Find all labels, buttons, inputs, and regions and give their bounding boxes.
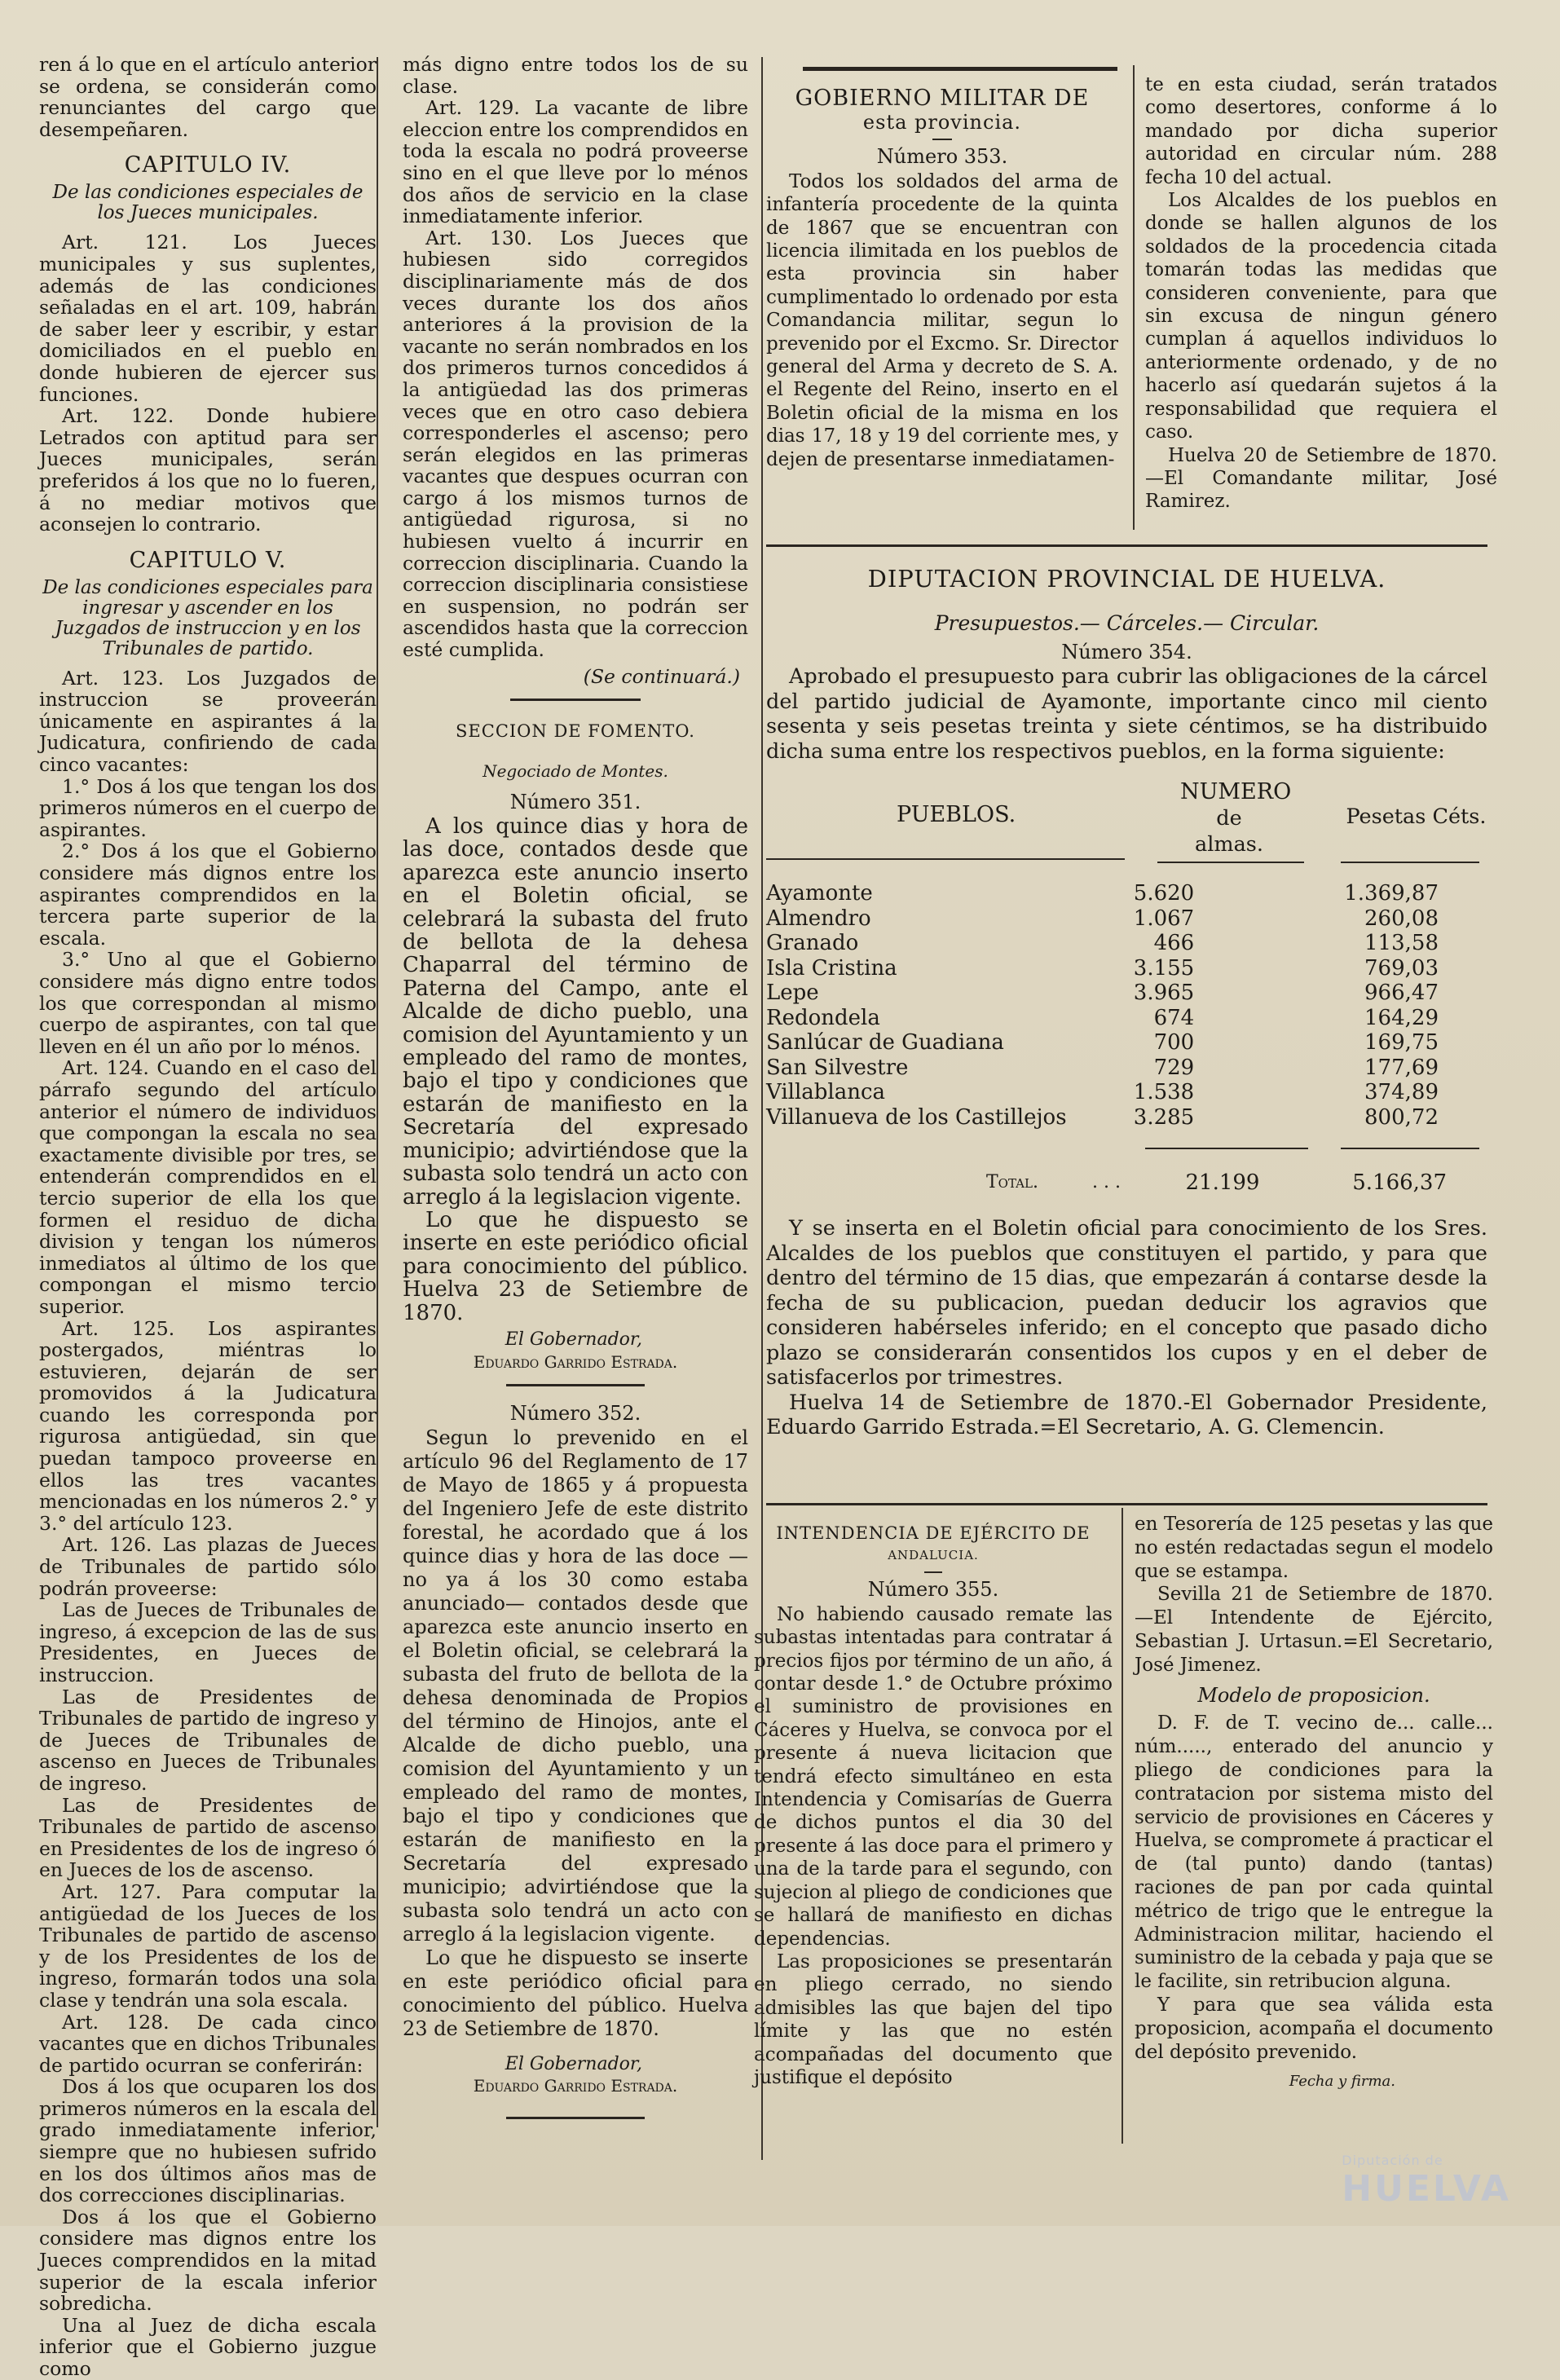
section-rule [766,1503,1487,1505]
cell-pueblo: Ayamonte [766,881,873,906]
notice-body: en Tesorería de 125 pesetas y las que no estén redactadas segun el modelo que se estampa. [1135,1514,1493,1582]
cell-pesetas: 769,03 [1364,955,1439,981]
notice-body: D. F. de T. vecino de... calle... núm....., enterado del anuncio y pliego de condiciones para la contratacion por sistema misto del servicio de provisiones en Cáceres y Huelva, se compromete á practicar el de (tal punto) dando (tantas) raciones de pan por cada quintal métrico de trigo que le entregue la Administracion militar, haciendo el suministro de la cebada y paja que se le facilite, sin retribucion alguna. [1135,1712,1493,1993]
cell-almas: 1.067 [1133,906,1195,931]
section-heading: SECCION DE FOMENTO. [456,721,695,742]
section-subheading: Presupuestos.— Cárceles.— Circular. [934,611,1320,635]
date-signature-line: Fecha y firma. [1289,2073,1395,2091]
table-row [766,906,1487,932]
article: Art. 123. Los Juzgados de instruccion se proveerán únicamente en aspirantes á la Judicatura, confiriendo de cada cinco vacantes: [39,666,377,777]
chapter-subtitle: De las condiciones especiales para ingresar y ascender en los Juzgados de instruccion y en los Tribunales de partido. [42,576,373,659]
section-rule [803,67,1117,71]
signature-title: El Gobernador, [505,2053,642,2074]
section-subheading: ANDALUCIA. [888,1548,979,1562]
total-almas: 21.199 [1185,1170,1260,1195]
archive-watermark [1342,2153,1511,2210]
section-rule [766,544,1487,547]
intendencia-section [754,1523,1113,2089]
cell-pesetas: 164,29 [1364,1005,1439,1030]
cell-pueblo: Villablanca [766,1080,886,1104]
table-row [766,1105,1487,1130]
cell-almas: 674 [1153,1005,1195,1030]
table-row [766,1056,1487,1081]
article-item: 2.° Dos á los que el Gobierno considere más dignos entre los aspirantes comprendidos en la tercera parte superior de la escala. [39,840,377,950]
notice-body: Las proposiciones se presentarán en pliego cerrado, no siendo admisibles las que bajen del tipo límite y las que no estén acompañadas del documento que justifique el depósito [754,1950,1113,2088]
notice-body: A los quince dias y hora de las doce, contados desde que aparezca este anuncio inserto en el Boletin oficial, se celebrará la subasta del fruto de bellota de la dehesa Chaparral del término de Paterna del Campo, ante el Alcalde de dicho pueblo, una comision del Ayuntamiento y un empleado del ramo de montes, bajo el tipo y condiciones que estarán de manifiesto en la Secretaría del expresado municipio; advirtiéndose que la subasta solo tendrá un acto con arreglo á la legislacion vigente. [403,814,748,1210]
intendencia-continued [1135,1513,1493,2094]
watermark-small-text: Diputación de [1342,2153,1443,2168]
diputacion-section [766,564,1487,1440]
divider [932,139,952,140]
cell-pueblo: San Silvestre [766,1055,909,1080]
notice-signature: Huelva 14 de Setiembre de 1870.-El Gobernador Presidente, Eduardo Garrido Estrada.=El Secretario, A. G. Clemencin. [766,1390,1487,1439]
article-item: 3.° Uno al que el Gobierno considere más digno entre todos los que correspondan al mismo cuerpo de aspirantes, con tal que lleven en él un año por lo ménos. [39,948,377,1058]
column-header-pesetas: Pesetas Céts. [1346,804,1487,829]
header-rule [1157,862,1304,863]
pueblos-table [766,881,1487,1130]
cell-pesetas: 800,72 [1364,1104,1439,1130]
signature-title: El Gobernador, [505,1329,642,1350]
paragraph: más digno entre todos los de su clase. [403,53,748,98]
notice-signature: Huelva 20 de Setiembre de 1870.—El Comandante militar, José Ramirez. [1145,444,1497,513]
total-block [766,1138,1487,1203]
article: Art. 125. Los aspirantes postergados, miéntras lo estuvieren, dejarán de ser promovidos á la Judicatura cuando les corresponda por rigurosa antigüedad, sin que puedan tampoco proveerse en ellos las tres vacantes mencionadas en los números 2.° y 3.° del artículo 123. [39,1316,377,1535]
article: Art. 130. Los Jueces que hubiesen sido corregidos disciplinariamente más de dos veces durante los dos años anteriores á la provision de la vacante no serán nombrados en los dos primeros turnos concedidos á la antigüedad las dos primeras veces que en otro caso debiera corresponderles el ascenso; pero serán elegidos en las primeras vacantes que despues ocurran con cargo á los mismos turnos de antigüedad rigurosa, si no hubiesen vuelto á incurrir en correccion disciplinaria. Cuando la correccion disciplinaria consistiese en suspension, no podrán ser ascendidos hasta que la correccion esté cumplida. [403,226,748,662]
notice-body: Lo que he dispuesto se inserte en este periódico oficial para conocimiento del público. Huelva 23 de Setiembre de 1870. [403,1207,748,1325]
section-rule [506,2117,645,2119]
article-item: Dos á los que ocuparen los dos primeros números en la escala del grado inmediatamente inferior, siempre que no hubiesen sufrido en los dos últimos años mas de dos correcciones disciplinarias. [39,2075,377,2207]
table-row [766,881,1487,906]
article-item: Dos á los que el Gobierno considere mas dignos entre los Jueces comprendidos en la mitad superior de la escala inferior sobredicha. [39,2205,377,2316]
notice-number: Número 354. [1061,640,1192,663]
cell-almas: 5.620 [1133,881,1195,906]
section-heading: DIPUTACION PROVINCIAL DE HUELVA. [867,565,1386,593]
column-header-numero: NUMERO [1180,779,1292,804]
table-row [766,981,1487,1006]
notice-number: Número 353. [876,145,1008,169]
section-subheading: esta provincia. [862,111,1022,134]
paragraph: ren á lo que en el artículo anterior se ordena, se considerán como renunciantes del cargo que desempeñaren. [39,53,377,141]
continued-note: (Se continuará.) [583,664,740,688]
signature-name: Eduardo Garrido Estrada. [473,1351,678,1372]
cell-almas: 3.155 [1133,955,1195,981]
cell-almas: 3.965 [1133,981,1195,1005]
article: Art. 121. Los Jueces municipales y sus suplentes, además de las condiciones señaladas en el art. 109, habrán de saber leer y escribir, y estar domiciliados en el pueblo en donde hubieren de ejercer sus funciones. [39,231,377,406]
article-item: Las de Presidentes de Tribunales de partido de ascenso en Presidentes de los de ingreso ó en Jueces de los de ascenso. [39,1793,377,1882]
header-rule [766,858,1125,860]
cell-pueblo: Almendro [766,906,871,931]
column-rule [1133,65,1135,530]
notice-number: Número 351. [509,791,641,814]
notice-body: Segun lo prevenido en el artículo 96 del Reglamento de 17 de Mayo de 1865 y á propuesta del Ingeniero Jefe de este distrito forestal, he acordado que á los quince dias y hora de las doce —no ya á los 30 como estaba anunciado— contados desde que aparezca este anuncio inserto en el Boletin oficial, se celebrará la subasta del fruto de bellota de la dehesa denominada de Propios del término de Hinojos, ante el Alcalde de dicho pueblo, una comision del Ayuntamiento y un empleado del ramo de montes, bajo el tipo y condiciones que estarán de manifiesto en la Secretaría del expresado municipio; advirtiéndose que la subasta solo tendrá un acto con arreglo á la legislacion vigente. [403,1426,748,1946]
watermark-big-text: HUELVA [1342,2168,1511,2210]
notice-body: Lo que he dispuesto se inserte en este periódico oficial para conocimiento del público. Huelva 23 de Setiembre de 1870. [403,1946,748,2040]
column-header-almas: almas. [1195,832,1263,857]
cell-pueblo: Sanlúcar de Guadiana [766,1030,1004,1055]
column-4 [1145,73,1497,513]
dot-leader: . . . [1092,1172,1121,1192]
article: Art. 127. Para computar la antigüedad de los Jueces de los Tribunales de partido de ascenso y de los Presidentes de los de ingreso, formarán todos una sola clase y tendrán una sola escala. [39,1880,377,2012]
model-heading: Modelo de proposicion. [1197,1683,1430,1707]
cell-pesetas: 169,75 [1364,1030,1439,1055]
total-label: Total. [986,1172,1038,1192]
article-item: 1.° Dos á los que tengan los dos primeros números en el cuerpo de aspirantes. [39,774,377,841]
article: Art. 129. La vacante de libre eleccion entre los comprendidos en toda la escala no podrá proveerse sino en el que lleve por lo ménos dos años de servicio en la clase inmediatamente inferior. [403,96,748,228]
column-rule [377,57,378,2127]
column-1 [39,54,377,2380]
notice-body: Y para que sea válida esta proposicion, acompaña el documento del depósito prevenido. [1135,1994,1493,2063]
cell-almas: 700 [1153,1030,1195,1055]
column-rule [1122,1508,1123,2144]
column-header-de: de [1216,806,1242,831]
cell-pueblo: Lepe [766,981,819,1005]
chapter-subtitle: De las condiciones especiales de los Jueces municipales. [52,182,364,224]
cell-pueblo: Villanueva de los Castillejos [766,1104,1067,1130]
section-rule [506,1384,645,1386]
total-rule [1341,1148,1479,1149]
section-heading: GOBIERNO MILITAR DE [795,86,1090,111]
section-rule [510,699,641,701]
header-rule [1341,862,1479,863]
article: Art. 124. Cuando en el caso del párrafo segundo del artículo anterior el número de individuos que compongan la escala no sea exactamente divisible por tres, se entenderán comprendidos en el tercio superior de ella los que formen el residuo de dicha division y tengan los números inmediatos al último de los que compongan el mismo tercio superior. [39,1056,377,1318]
notice-body: Los Alcaldes de los pueblos en donde se hallen algunos de los soldados de la procedencia citada tomarán todas las medidas que consideren conveniente, para que sin excusa de ningun género cumplan á aquellos individuos lo anteriormente ordenado, y de no hacerlo así quedarán sujetos á la responsabilidad que requiera el caso. [1145,190,1497,443]
table-row [766,931,1487,956]
cell-pesetas: 1.369,87 [1344,881,1439,906]
table-row [766,956,1487,981]
table-row [766,1006,1487,1031]
divider [924,1571,942,1573]
notice-number: Número 355. [867,1578,999,1602]
notice-body: Y se inserta en el Boletin oficial para conocimiento de los Sres. Alcaldes de los pueblos que constituyen el partido, y para que dentro del término de 15 dias, que empezarán á contarse desde la fecha de su publicacion, puedan deducir los agravios que consideren habérseles inferido; en el concepto que pasado dicho plazo se considerarán consentidos los cupos y en el deber de satisfacerlos por trimestres. [766,1216,1487,1390]
notice-signature: Sevilla 21 de Setiembre de 1870. —El Intendente de Ejército, Sebastian J. Urtasun.=El Secretario, José Jimenez. [1135,1584,1493,1676]
cell-almas: 3.285 [1133,1104,1195,1130]
cell-pueblo: Granado [766,931,859,955]
total-pesetas: 5.166,37 [1352,1170,1447,1195]
cell-almas: 466 [1153,931,1195,955]
table-row [766,1030,1487,1056]
table-header [766,780,1487,865]
column-header-pueblos: PUEBLOS. [897,802,1016,827]
chapter-heading: CAPITULO V. [129,547,287,573]
article-item: Las de Jueces de Tribunales de ingreso, á excepcion de las de sus Presidentes, en Jueces de instruccion. [39,1598,377,1686]
cell-pesetas: 177,69 [1364,1055,1439,1080]
notice-body: No habiendo causado remate las subastas intentadas para contratar á precios fijos por término de un año, á contar desde 1.° de Octubre próximo el suministro de provisiones en Cáceres y Huelva, se convoca por el presente á nueva licitacion que tendrá efecto simultáneo en esta Intendencia y Comisarías de Guerra de dichos puntos el dia 30 del presente á las doce para el primero y una de la tarde para el segundo, con sujecion al pliego de condiciones que se hallará de manifiesto en dichas dependencias. [754,1603,1113,1950]
notice-body: Aprobado el presupuesto para cubrir las obligaciones de la cárcel del partido judicial de Ayamonte, importante cinco mil ciento sesenta y seis pesetas treinta y siete céntimos, se ha distribuido dicha suma entre los respectivos pueblos, en la forma siguiente: [766,664,1487,764]
cell-pueblo: Isla Cristina [766,955,897,981]
notice-body: te en esta ciudad, serán tratados como desertores, conforme á lo mandado por dicha superior autoridad en circular núm. 288 fecha 10 del actual. [1145,74,1497,188]
column-2 [403,54,748,2119]
notice-body: Todos los soldados del arma de infantería procedente de la quinta de 1867 que se encuentran con licencia ilimitada en los pueblos de esta provincia sin haber cumplimentado lo ordenado por esta Comandancia militar, segun lo prevenido por el Excmo. Sr. Director general del Arma y decreto de S. A. el Regente del Reino, inserto en el Boletin oficial de la misma en los dias 17, 18 y 19 del corriente mes, y dejen de presentarse inmediatamen- [766,170,1118,470]
article-item: Una al Juez de dicha escala inferior que el Gobierno juzgue como [39,2313,377,2380]
total-rule [1145,1148,1308,1149]
cell-pueblo: Redondela [766,1005,880,1030]
section-heading: INTENDENCIA DE EJÉRCITO DE [776,1523,1091,1543]
column-3 [766,86,1118,471]
article: Art. 126. Las plazas de Jueces de Tribunales de partido sólo podrán proveerse: [39,1533,377,1600]
article: Art. 122. Donde hubiere Letrados con aptitud para ser Jueces municipales, serán preferidos á los que no lo fueren, á no mediar motivos que aconsejen lo contrario. [39,404,377,536]
subsection-heading: Negociado de Montes. [483,760,668,781]
cell-pesetas: 113,58 [1364,931,1439,955]
cell-pesetas: 374,89 [1364,1080,1439,1104]
article-item: Las de Presidentes de Tribunales de partido de ingreso y de Jueces de Tribunales de ascenso en Jueces de Tribunales de ingreso. [39,1685,377,1795]
article: Art. 128. De cada cinco vacantes que en dichos Tribunales de partido ocurran se conferirán: [39,2010,377,2077]
cell-almas: 1.538 [1133,1080,1195,1104]
cell-almas: 729 [1153,1055,1195,1080]
signature-name: Eduardo Garrido Estrada. [473,2076,678,2096]
table-row [766,1080,1487,1105]
notice-number: Número 352. [509,1402,641,1426]
chapter-heading: CAPITULO IV. [124,152,292,178]
cell-pesetas: 260,08 [1364,906,1439,931]
cell-pesetas: 966,47 [1364,981,1439,1005]
